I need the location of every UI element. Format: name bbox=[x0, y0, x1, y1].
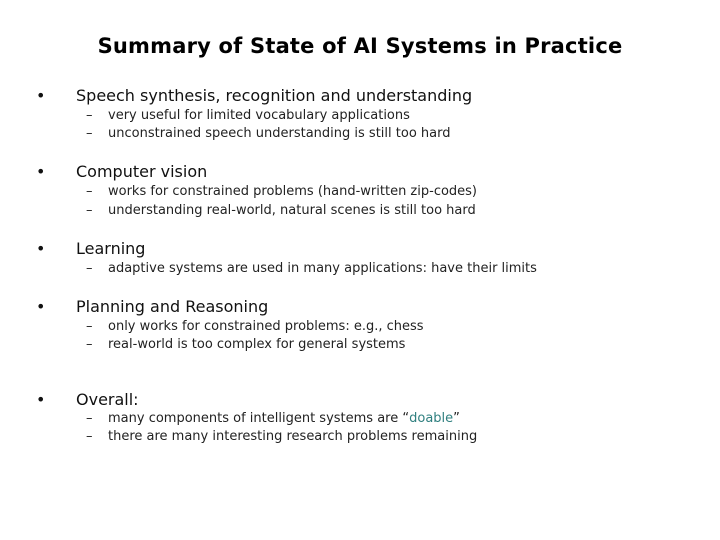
dash-icon: – bbox=[86, 203, 93, 218]
sub-item-text: works for constrained problems (hand-written zip-codes) bbox=[108, 184, 478, 199]
dash-icon: – bbox=[86, 184, 93, 199]
bullet-heading: Overall: bbox=[76, 390, 139, 409]
bullet-icon: • bbox=[36, 162, 46, 181]
sub-item-text: unconstrained speech understanding is still too hard bbox=[108, 126, 451, 141]
sub-item-text-accent: doable bbox=[409, 411, 454, 426]
bullet-heading: Computer vision bbox=[76, 162, 208, 181]
sub-item bbox=[86, 260, 537, 278]
dash-icon: – bbox=[86, 337, 93, 352]
dash-icon: – bbox=[86, 108, 93, 123]
dash-icon: – bbox=[86, 429, 93, 444]
dash-icon: – bbox=[86, 319, 93, 334]
sub-item bbox=[86, 125, 450, 143]
sub-item-text: real-world is too complex for general systems bbox=[108, 337, 406, 352]
bullet-icon: • bbox=[36, 390, 46, 409]
sub-item bbox=[86, 410, 460, 428]
dash-icon: – bbox=[86, 126, 93, 141]
dash-icon: – bbox=[86, 261, 93, 276]
sub-item-text: adaptive systems are used in many applications: have their limits bbox=[108, 261, 537, 276]
dash-icon: – bbox=[86, 411, 93, 426]
sub-item bbox=[86, 428, 477, 446]
bullet-icon: • bbox=[36, 86, 46, 105]
bullet-heading: Planning and Reasoning bbox=[76, 297, 269, 316]
sub-item-text: only works for constrained problems: e.g., chess bbox=[108, 319, 424, 334]
sub-item-text: very useful for limited vocabulary applications bbox=[108, 108, 410, 123]
sub-item-text: there are many interesting research problems remaining bbox=[108, 429, 478, 444]
sub-item bbox=[86, 183, 477, 201]
bullet-heading: Speech synthesis, recognition and understanding bbox=[76, 86, 473, 105]
sub-item bbox=[86, 318, 424, 336]
sub-item bbox=[86, 202, 476, 220]
sub-item bbox=[86, 336, 405, 354]
sub-item bbox=[86, 107, 410, 125]
sub-item-text: understanding real-world, natural scenes is still too hard bbox=[108, 203, 476, 218]
bullet-heading: Learning bbox=[76, 239, 146, 258]
bullet-icon: • bbox=[36, 239, 46, 258]
sub-item-text-after: ” bbox=[453, 411, 460, 426]
slide-title: Summary of State of AI Systems in Practice bbox=[97, 34, 623, 58]
sub-item-text-before: many components of intelligent systems are “ bbox=[108, 411, 410, 426]
bullet-icon: • bbox=[36, 297, 46, 316]
